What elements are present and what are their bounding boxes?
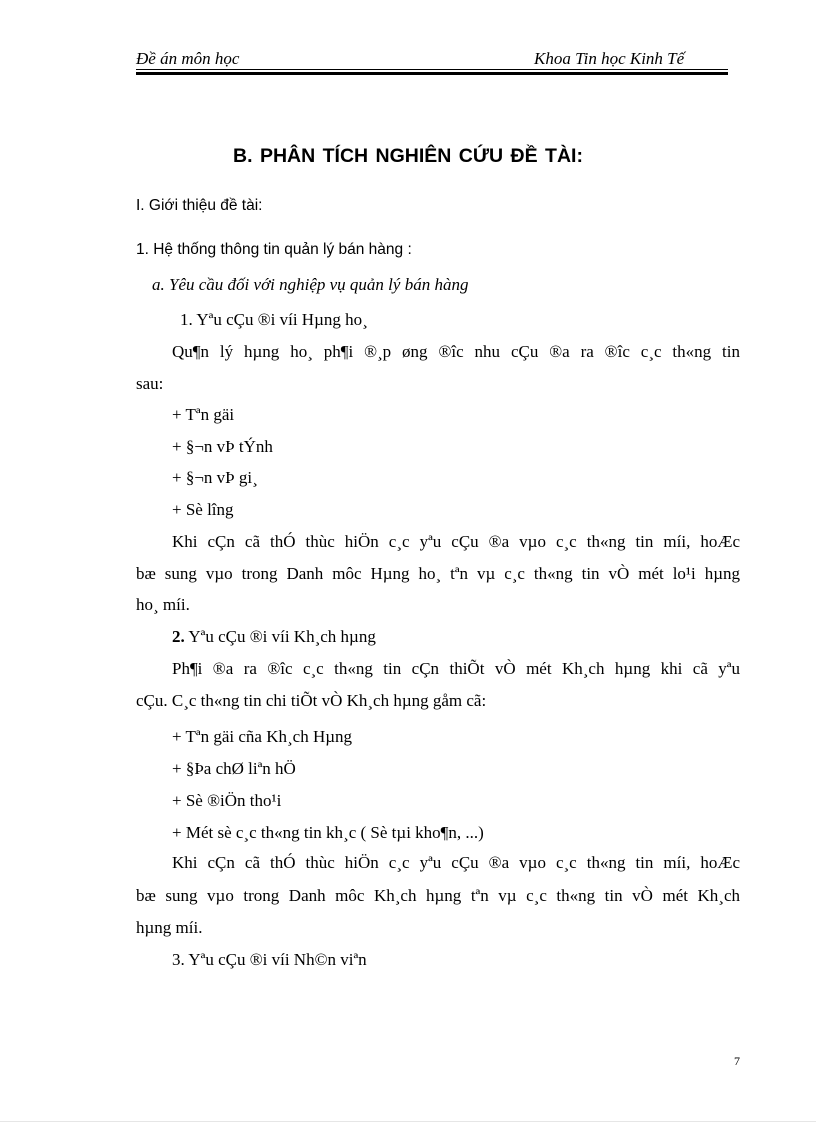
req2-heading [172, 627, 376, 647]
header-faculty-label: Khoa Tin học Kinh Tế [534, 49, 685, 68]
req1-heading [180, 310, 368, 330]
req2-heading-text: Yªu cÇu ®i víi Kh¸ch hµng [184, 627, 376, 646]
list-item: + Mét sè c¸c th«ng tin kh¸c ( Sè tµi kho¶n, ...) [172, 823, 484, 842]
subsection-heading: 1. Hệ thống thông tin quản lý bán hàng : [136, 241, 412, 258]
req2-number: 2. [172, 627, 185, 646]
page-number: 7 [734, 1054, 740, 1068]
req1-para-line: Qu¶n lý hµng ho¸ ph¶i ®¸p øng ®îc nhu cÇu ®a ra ®îc c¸c th«ng tin [172, 342, 740, 361]
list-item: + §¬n vÞ tÝnh [172, 437, 273, 456]
header-rule-thin [136, 69, 728, 70]
page-title: B. PHÂN TÍCH NGHIÊN CỨU ĐỀ TÀI: [233, 145, 583, 167]
list-item: + §Þa chØ liªn hÖ [172, 759, 296, 778]
req2-para-line: cÇu. C¸c th«ng tin chi tiÕt vÒ Kh¸ch hµng gåm cã: [136, 691, 487, 710]
list-item: + §¬n vÞ gi¸ [172, 468, 258, 487]
list-item: + Tªn gäi cña Kh¸ch Hµng [172, 727, 353, 746]
req2-p2-line: Khi cÇn cã thÓ thùc hiÖn c¸c yªu cÇu ®a vµo c¸c th«ng tin míi, hoÆc [172, 853, 740, 872]
subsection-a-heading: a. Yêu cầu đối với nghiệp vụ quản lý bán hàng [152, 275, 469, 294]
req2-p2-line: hµng míi. [136, 918, 203, 937]
header-rule-thick [136, 72, 728, 75]
req3-heading: 3. Yªu cÇu ®i víi Nh©n viªn [172, 950, 367, 969]
page-header [136, 46, 728, 72]
req1-para-line: sau: [136, 374, 164, 393]
list-item: + Tªn gäi [172, 405, 235, 424]
req1-p2-line: Khi cÇn cã thÓ thùc hiÖn c¸c yªu cÇu ®a vµo c¸c th«ng tin míi, hoÆc [172, 532, 740, 551]
req1-heading-text: Yªu cÇu ®i víi Hµng ho¸ [196, 310, 368, 329]
req1-number: 1. [180, 310, 193, 329]
req1-p2-line: bæ sung vµo trong Danh môc Hµng ho¸ tªn vµ c¸c th«ng tin vÒ mét lo¹i hµng [136, 564, 740, 583]
req1-p2-line: ho¸ míi. [136, 595, 190, 614]
list-item: + Sè ®iÖn tho¹i [172, 791, 282, 810]
header-course-label: Đề án môn học [136, 49, 240, 68]
section-heading: I. Giới thiệu đề tài: [136, 197, 263, 214]
list-item: + Sè lîng [172, 500, 234, 519]
req2-p2-line: bæ sung vµo trong Danh môc Kh¸ch hµng tªn vµ c¸c th«ng tin vÒ mét Kh¸ch [136, 886, 740, 905]
req2-para-line: Ph¶i ®a ra ®îc c¸c th«ng tin cÇn thiÕt vÒ mét Kh¸ch hµng khi cã yªu [172, 659, 740, 678]
page-edge-line [0, 1121, 816, 1122]
